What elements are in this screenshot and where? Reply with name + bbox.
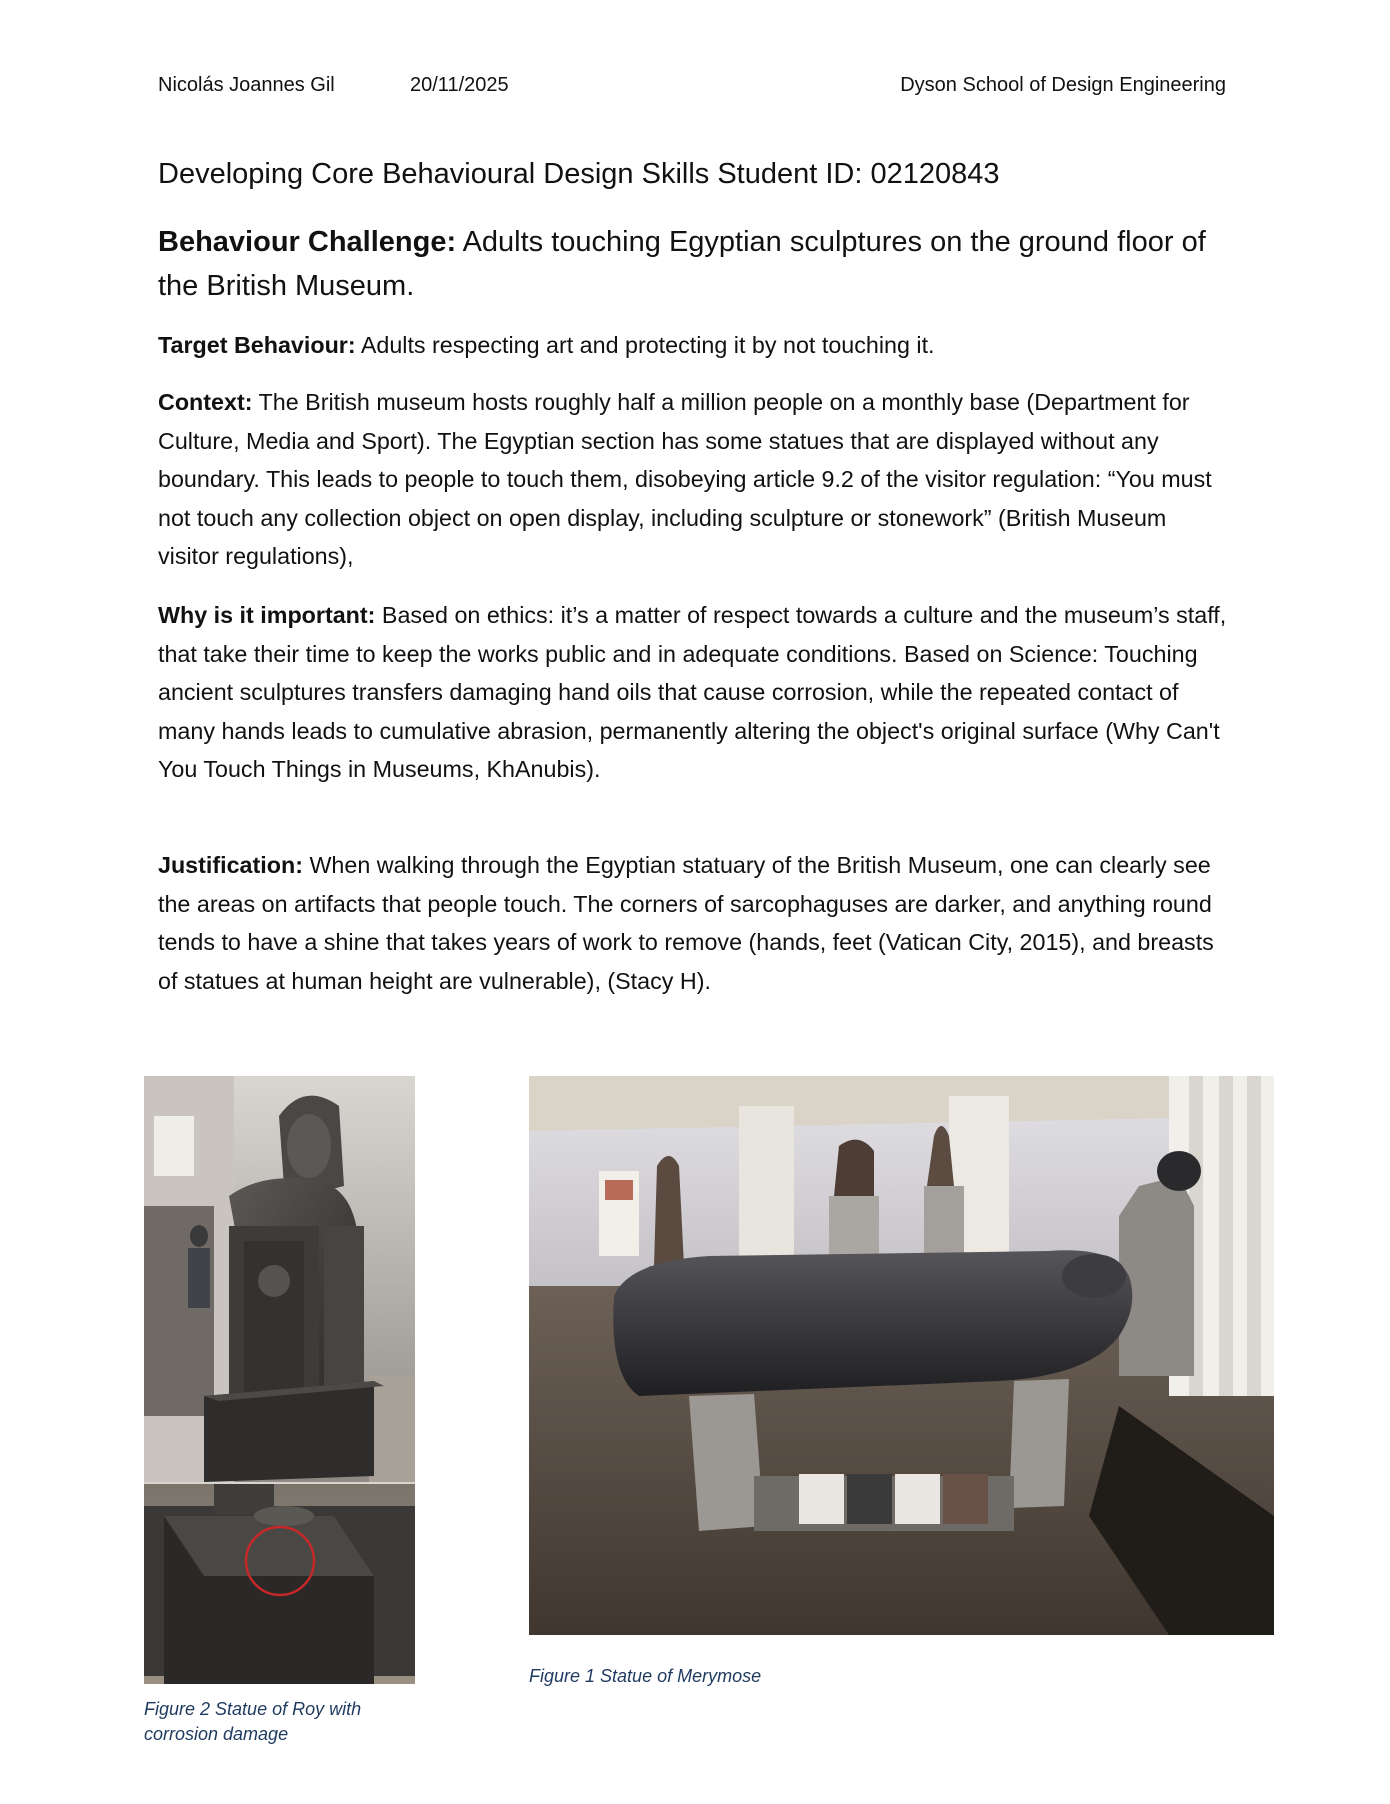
page-header: [158, 74, 1226, 100]
why-label: Why is it important:: [158, 602, 376, 628]
figure-2-photo: [144, 1076, 415, 1684]
target-label: Target Behaviour:: [158, 332, 356, 358]
justification-paragraph: [158, 846, 1230, 1000]
statue-of-roy-illustration: [144, 1076, 415, 1684]
context-paragraph: [158, 383, 1230, 576]
figure-2-caption-line-1: Figure 2 Statue of Roy with: [144, 1699, 362, 1719]
target-behaviour: [158, 326, 1230, 365]
target-text: Adults respecting art and protecting it by not touching it.: [355, 332, 935, 358]
author-name: Nicolás Joannes Gil: [158, 74, 335, 96]
justification-text: When walking through the Egyptian statuary of the British Museum, one can clearly see the areas on artifacts that people touch. The corners of sarcophaguses are darker, and anything round tends to have a shine that takes years of work to remove (hands, feet (Vatican City, 2015), and breasts of statues at human height are vulnerable), (Stacy H).: [158, 852, 1214, 994]
figure-2-caption-line-2: corrosion damage: [144, 1724, 289, 1744]
why-important-paragraph: [158, 596, 1230, 789]
challenge-label: Behaviour Challenge:: [158, 226, 457, 258]
context-text: The British museum hosts roughly half a million people on a monthly base (Department for Culture, Media and Sport). The Egyptian section has some statues that are displayed without any boundary. This leads to people to touch them, disobeying article 9.2 of the visitor regulation: “You must not touch any collection object on open display, including sculpture or stonework” (British Museum visitor regulations),: [158, 389, 1212, 570]
document-title: Developing Core Behavioural Design Skills Student ID: 02120843: [158, 158, 1000, 190]
justification-label: Justification:: [158, 852, 303, 878]
figure-1-caption: Figure 1 Statue of Merymose: [529, 1666, 762, 1686]
figure-2-caption: [144, 1697, 361, 1747]
challenge-text: Adults touching Egyptian sculptures on the ground floor of the British Museum.: [158, 226, 1206, 302]
why-text: Based on ethics: it’s a matter of respect towards a culture and the museum’s staff, that take their time to keep the works public and in adequate conditions. Based on Science: Touching ancient sculptures transfers damaging hand oils that cause corrosion, while the repeated contact of many hands leads to cumulative abrasion, permanently altering the object's original surface (Why Can't You Touch Things in Museums, KhAnubis).: [158, 602, 1227, 783]
behaviour-challenge: [158, 220, 1228, 308]
document-date: 20/11/2025: [410, 74, 509, 96]
school-name: Dyson School of Design Engineering: [900, 74, 1226, 96]
statue-of-merymose-illustration: [529, 1076, 1274, 1635]
figure-1-photo: [529, 1076, 1274, 1635]
context-label: Context:: [158, 389, 253, 415]
